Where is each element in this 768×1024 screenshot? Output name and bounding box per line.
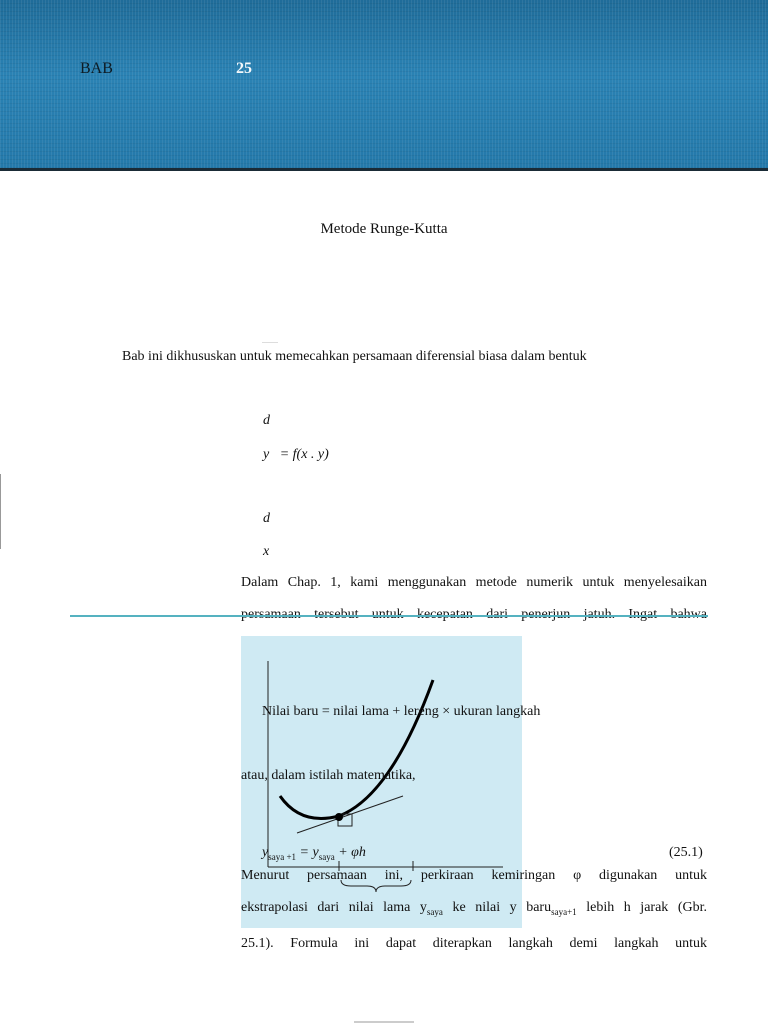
formula-lhs-subscript: saya +1 [268, 851, 297, 862]
math-intro-text: atau, dalam istilah matematika, [241, 768, 416, 783]
equation-d-numerator: d [263, 413, 270, 428]
chapter-number: 25 [236, 60, 252, 77]
figure-curve [280, 680, 433, 819]
formula-rhs-rest: + φh [334, 845, 366, 860]
equation-d-denominator: d [263, 511, 270, 526]
chapter-word: BAB [80, 60, 113, 77]
margin-mark [0, 474, 1, 549]
decorative-rule [262, 342, 278, 343]
paragraph-2-line-1: Menurut persamaan ini, perkiraan kemiringan φ digunakan untuk [241, 868, 707, 883]
figure-point [335, 813, 343, 821]
cyan-divider [70, 615, 708, 617]
chapter-banner [0, 0, 768, 171]
intro-text: Bab ini dikhususkan untuk memecahkan persamaan diferensial biasa dalam bentuk [122, 349, 587, 364]
paragraph-1-line-1: Dalam Chap. 1, kami menggunakan metode numerik untuk menyelesaikan [241, 575, 707, 590]
formula-lhs: y [262, 845, 269, 860]
equation-number: (25.1) [669, 845, 703, 860]
paragraph-2-line-2 [241, 892, 707, 928]
paragraph-2-line-2-b: ke nilai y baru [442, 900, 552, 915]
paragraph-2 [241, 860, 707, 960]
paragraph-2-line-3: 25.1). Formula ini dapat diterapkan langkah demi langkah untuk [241, 935, 707, 951]
equation-x: x [263, 544, 270, 559]
formula-equals: = y [296, 845, 319, 860]
page-footer-mark [354, 1021, 414, 1023]
paragraph-2-sub-2: saya+1 [551, 906, 577, 917]
rule-equation: Nilai baru = nilai lama + lereng × ukuran langkah [262, 704, 541, 719]
equation-y-expression: y = f(x . y) [263, 447, 329, 462]
paragraph-2-sub-1: saya [426, 906, 443, 917]
formula-rhs-subscript: saya [318, 851, 335, 862]
page-title: Metode Runge-Kutta [320, 221, 448, 237]
paragraph-2-line-2-a: ekstrapolasi dari nilai lama y [241, 900, 427, 915]
paragraph-2-line-2-c: lebih h jarak (Gbr. [576, 900, 707, 915]
